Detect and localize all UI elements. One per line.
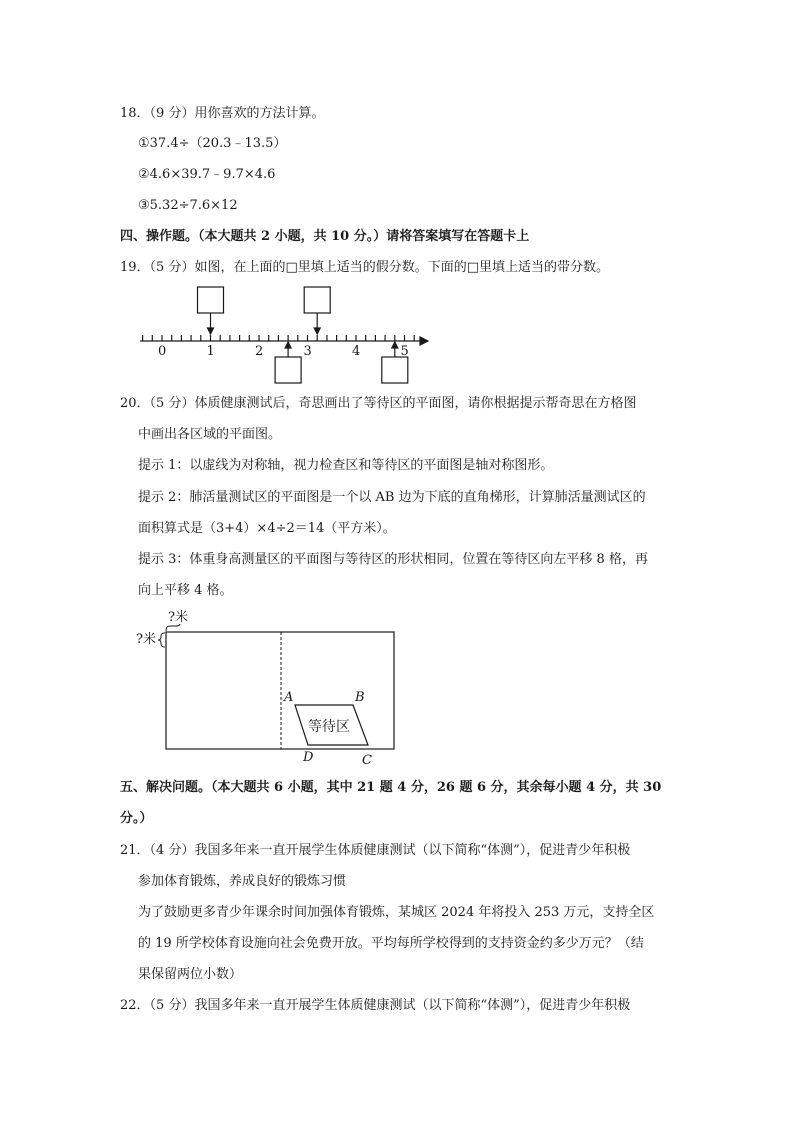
q22-line1: 22．（5 分）我国多年来一直开展学生体质健康测试（以下简称“体测”），促进青少年积极 [120, 998, 631, 1013]
point-c-label: C [362, 753, 372, 768]
q21-line5: 果保留两位小数） [138, 967, 243, 982]
point-a-label: A [284, 690, 294, 705]
section4-heading: 四、操作题。（本大题共 2 小题，共 10 分。）请将答案填写在答题卡上 [120, 229, 530, 244]
point-b-label: B [355, 690, 365, 705]
q20-hint3-line2: 向上平移 4 格。 [138, 583, 233, 598]
number-line-label: 4 [352, 344, 361, 359]
figure-left-label: ?米 [136, 632, 156, 647]
q21-line1: 21．（4 分）我国多年来一直开展学生体质健康测试（以下简称“体测”），促进青少年积极 [120, 843, 631, 858]
q20-hint2-line1: 提示 2：肺活量测试区的平面图是一个以 AB 边为下底的直角梯形，计算肺活量测试区的 [138, 490, 646, 505]
point-d-label: D [303, 750, 314, 765]
section5-heading-line1: 五、解决问题。（本大题共 6 小题，其中 21 题 4 分，26 题 6 分，其余每小题 4 分，共 30 [120, 780, 662, 795]
q18-item-3: ③5.32÷7.6×12 [138, 198, 238, 213]
q21-line2: 参加体育锻炼，养成良好的锻炼习惯 [138, 874, 347, 889]
q20-hint2-line2: 面积算式是（3+4）×4÷2＝14（平方米）。 [138, 521, 396, 536]
q18-item-1: ①37.4÷（20.3﹣13.5） [138, 136, 287, 151]
number-line-label: 2 [255, 344, 264, 359]
number-line-label: 5 [400, 344, 409, 359]
q18-item-2: ②4.6×39.7﹣9.7×4.6 [138, 167, 276, 182]
q19-title: 19．（5 分）如图，在上面的□里填上适当的假分数。下面的□里填上适当的带分数。 [120, 260, 610, 275]
number-line-label: 3 [303, 344, 312, 359]
left-brace [158, 633, 165, 647]
figure-top-label: ?米 [168, 610, 188, 625]
q20-hint3-line1: 提示 3：体重身高测量区的平面图与等待区的形状相同，位置在等待区向左平移 8 格，再 [138, 552, 648, 567]
q21-line4: 的 19 所学校体育设施向社会免费开放。平均每所学校得到的支持资金约多少万元？（结 [138, 936, 644, 951]
number-line-label: 1 [206, 344, 215, 359]
number-line-label: 0 [158, 344, 167, 359]
q20-hint1: 提示 1：以虚线为对称轴，视力检查区和等待区的平面图是轴对称图形。 [138, 458, 554, 473]
q20-title-line1: 20．（5 分）体质健康测试后，奇思画出了等待区的平面图，请你根据提示帮奇思在方格图 [120, 396, 637, 411]
q18-title: 18．（9 分）用你喜欢的方法计算。 [120, 106, 325, 121]
q20-title-line2: 中画出各区域的平面图。 [138, 427, 282, 442]
waiting-zone-label: 等待区 [308, 719, 350, 735]
section5-heading-line2: 分。） [120, 811, 153, 826]
q21-line3: 为了鼓励更多青少年课余时间加强体育锻炼，某城区 2024 年将投入 253 万元，支持全区 [138, 905, 655, 920]
